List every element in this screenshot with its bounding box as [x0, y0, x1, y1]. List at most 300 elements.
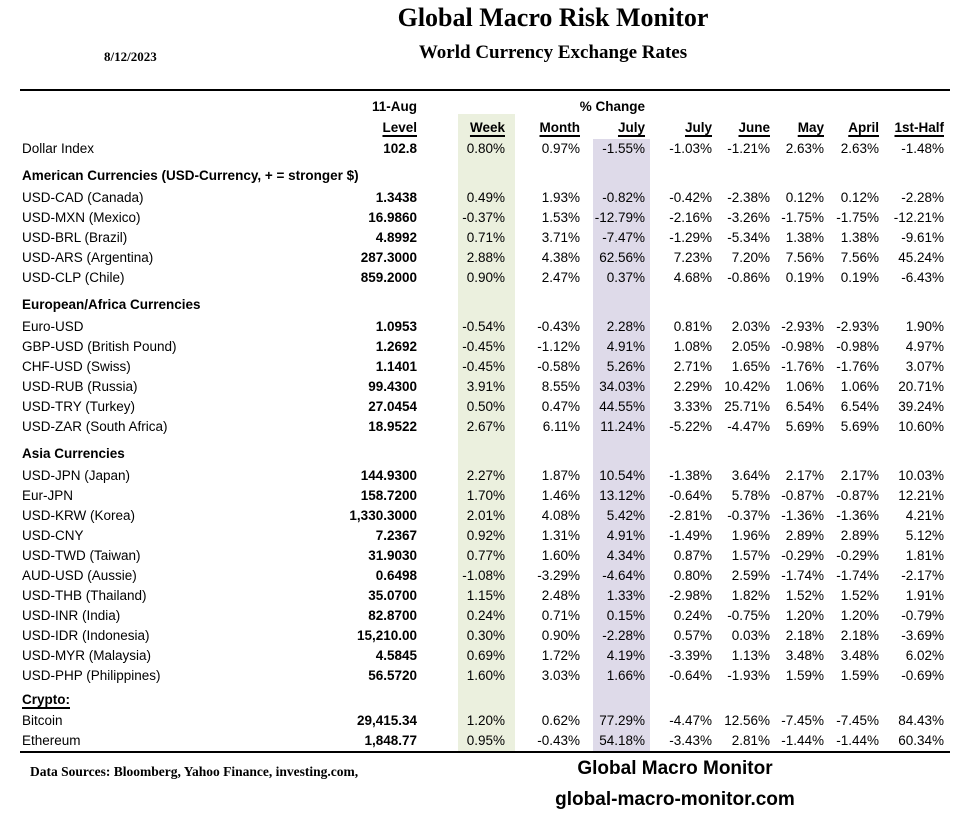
pct-cell: -2.38%: [727, 189, 770, 205]
pct-cell: 2.17%: [840, 467, 879, 483]
pct-cell: 0.90%: [466, 269, 505, 285]
page-subtitle: World Currency Exchange Rates: [418, 42, 688, 63]
pct-cell: 0.19%: [840, 269, 879, 285]
pct-cell: 5.69%: [840, 418, 879, 434]
pct-cell: 3.71%: [541, 229, 580, 245]
pct-cell: -9.61%: [901, 229, 944, 245]
pct-cell: -0.98%: [781, 338, 824, 354]
table-row: [22, 247, 948, 267]
pct-cell: 1.52%: [840, 587, 879, 603]
pct-cell: -0.64%: [669, 667, 712, 683]
pct-cell: 1.20%: [840, 607, 879, 623]
pct-cell: 25.71%: [724, 398, 770, 414]
pct-cell: 2.89%: [785, 527, 824, 543]
pct-cell: -1.55%: [602, 140, 645, 156]
pct-cell: 2.18%: [840, 627, 879, 643]
pct-cell: -2.93%: [781, 318, 824, 334]
level-cell: 144.9300: [360, 467, 417, 483]
pct-cell: 2.67%: [466, 418, 505, 434]
table-row: [22, 645, 948, 665]
pct-cell: -0.45%: [462, 358, 505, 374]
table-group-header-row: [22, 96, 948, 116]
row-label: Eur-JPN: [22, 487, 74, 503]
pct-cell: 4.91%: [606, 527, 645, 543]
column-header-first-half: 1st-Half: [894, 119, 944, 135]
row-label: USD-ZAR (South Africa): [22, 418, 168, 434]
section-header-row: [22, 689, 948, 710]
pct-cell: 2.05%: [731, 338, 770, 354]
section-label: American Currencies (USD-Currency, + = stronger $): [22, 168, 359, 183]
pct-cell: -1.03%: [669, 140, 712, 156]
row-label: USD-INR (India): [22, 607, 121, 623]
pct-cell: -0.54%: [462, 318, 505, 334]
level-cell: 1,330.3000: [349, 507, 417, 523]
footer-brand: Global Macro Monitor: [577, 758, 773, 779]
pct-cell: -0.87%: [781, 487, 824, 503]
row-label: CHF-USD (Swiss): [22, 358, 131, 374]
pct-cell: 5.42%: [606, 507, 645, 523]
pct-cell: -1.29%: [669, 229, 712, 245]
column-header-june: June: [738, 119, 770, 135]
pct-cell: -12.21%: [893, 209, 944, 225]
pct-cell: -2.98%: [669, 587, 712, 603]
section-header-row: [22, 442, 948, 465]
pct-cell: 10.60%: [898, 418, 944, 434]
pct-cell: -1.76%: [781, 358, 824, 374]
pct-cell: -0.86%: [727, 269, 770, 285]
pct-cell: 1.70%: [466, 487, 505, 503]
pct-cell: -0.29%: [781, 547, 824, 563]
level-cell: 287.3000: [360, 249, 417, 265]
pct-cell: -3.39%: [669, 647, 712, 663]
pct-cell: 2.71%: [673, 358, 712, 374]
pct-cell: 10.42%: [724, 378, 770, 394]
row-label: USD-MYR (Malaysia): [22, 647, 152, 663]
row-label: USD-THB (Thailand): [22, 587, 147, 603]
row-label: USD-RUB (Russia): [22, 378, 138, 394]
pct-cell: -0.87%: [836, 487, 879, 503]
level-cell: 99.4300: [368, 378, 417, 394]
pct-cell: -7.45%: [781, 712, 824, 728]
level-cell: 16.9860: [368, 209, 417, 225]
pct-cell: -3.26%: [727, 209, 770, 225]
pct-cell: 1.93%: [541, 189, 580, 205]
pct-cell: 0.80%: [466, 140, 505, 156]
pct-cell: 45.24%: [898, 249, 944, 265]
pct-cell: 0.24%: [673, 607, 712, 623]
pct-cell: 0.12%: [840, 189, 879, 205]
table-row: [22, 605, 948, 625]
table-row: [22, 376, 948, 396]
row-label: USD-JPN (Japan): [22, 467, 131, 483]
pct-cell: 1.66%: [606, 667, 645, 683]
pct-cell: 5.12%: [905, 527, 944, 543]
level-group-header: 11-Aug: [371, 98, 417, 114]
level-cell: 4.8992: [375, 229, 417, 245]
pct-cell: -1.49%: [669, 527, 712, 543]
pct-cell: 5.69%: [785, 418, 824, 434]
pct-cell: 1.82%: [731, 587, 770, 603]
pct-cell: 3.33%: [673, 398, 712, 414]
pct-cell: -2.17%: [901, 567, 944, 583]
table-row: [22, 396, 948, 416]
pct-cell: -3.29%: [537, 567, 580, 583]
pct-cell: -1.74%: [836, 567, 879, 583]
pct-cell: 62.56%: [599, 249, 645, 265]
pct-cell: 0.81%: [673, 318, 712, 334]
level-cell: 35.0700: [368, 587, 417, 603]
level-cell: 27.0454: [368, 398, 417, 414]
pct-cell: 7.56%: [785, 249, 824, 265]
row-label: AUD-USD (Aussie): [22, 567, 137, 583]
row-label: USD-PHP (Philippines): [22, 667, 161, 683]
pct-cell: -4.47%: [669, 712, 712, 728]
pct-cell: 3.03%: [541, 667, 580, 683]
pct-cell: 12.21%: [898, 487, 944, 503]
pct-cell: -1.76%: [836, 358, 879, 374]
pct-cell: 1.31%: [541, 527, 580, 543]
pct-cell: 34.03%: [599, 378, 645, 394]
pct-cell: 0.57%: [673, 627, 712, 643]
pct-cell: -0.37%: [727, 507, 770, 523]
row-label: USD-BRL (Brazil): [22, 229, 128, 245]
top-divider: [20, 89, 950, 91]
pct-cell: 4.68%: [673, 269, 712, 285]
pct-cell: 1.90%: [905, 318, 944, 334]
table-row: [22, 625, 948, 645]
section-header-row: [22, 293, 948, 316]
pct-cell: 0.90%: [541, 627, 580, 643]
pct-cell: 12.56%: [724, 712, 770, 728]
pct-cell: -0.45%: [462, 338, 505, 354]
pct-cell: 4.38%: [541, 249, 580, 265]
level-cell: 82.8700: [368, 607, 417, 623]
pct-cell: -1.75%: [836, 209, 879, 225]
pct-cell: 84.43%: [898, 712, 944, 728]
pct-cell: -1.36%: [836, 507, 879, 523]
pct-cell: 2.59%: [731, 567, 770, 583]
pct-cell: -0.43%: [537, 318, 580, 334]
pct-cell: 2.03%: [731, 318, 770, 334]
row-label: USD-ARS (Argentina): [22, 249, 154, 265]
pct-cell: 0.49%: [466, 189, 505, 205]
pct-cell: -1.74%: [781, 567, 824, 583]
column-header-week: Week: [469, 119, 505, 135]
level-cell: 1.2692: [375, 338, 417, 354]
pct-cell: 0.97%: [541, 140, 580, 156]
pct-cell: 0.30%: [466, 627, 505, 643]
pct-cell: 10.03%: [898, 467, 944, 483]
pct-cell: -0.69%: [901, 667, 944, 683]
pct-cell: -3.43%: [669, 732, 712, 748]
pct-cell: -1.21%: [727, 140, 770, 156]
pct-cell: -2.28%: [602, 627, 645, 643]
level-cell: 31.9030: [368, 547, 417, 563]
row-label: USD-CLP (Chile): [22, 269, 125, 285]
table-rows: [22, 138, 948, 750]
pct-cell: 2.01%: [466, 507, 505, 523]
table-row: [22, 336, 948, 356]
pct-cell: -0.58%: [537, 358, 580, 374]
pct-cell: 1.08%: [673, 338, 712, 354]
row-label: Ethereum: [22, 732, 81, 748]
pct-cell: -0.64%: [669, 487, 712, 503]
pct-cell: 3.48%: [840, 647, 879, 663]
table-row: [22, 187, 948, 207]
section-label: European/Africa Currencies: [22, 297, 201, 312]
level-cell: 158.7200: [360, 487, 417, 503]
pct-cell: 2.88%: [466, 249, 505, 265]
row-label: USD-CNY: [22, 527, 84, 543]
pct-cell: 11.24%: [600, 418, 645, 434]
pct-cell: -0.79%: [901, 607, 944, 623]
pct-cell: 7.23%: [673, 249, 712, 265]
pct-cell: -6.43%: [901, 269, 944, 285]
pct-cell: 2.28%: [606, 318, 645, 334]
pct-cell: 0.15%: [606, 607, 645, 623]
pct-cell: -0.37%: [462, 209, 505, 225]
pct-cell: -0.42%: [669, 189, 712, 205]
pct-cell: 0.37%: [606, 269, 645, 285]
pct-cell: 60.34%: [898, 732, 944, 748]
pct-cell: 3.91%: [466, 378, 505, 394]
pct-cell: -0.98%: [836, 338, 879, 354]
pct-cell: 1.57%: [731, 547, 770, 563]
pct-cell: 77.29%: [599, 712, 645, 728]
table-column-header-row: [22, 116, 948, 138]
level-cell: 29,415.34: [356, 712, 417, 728]
pct-cell: 5.26%: [606, 358, 645, 374]
pct-cell: 54.18%: [599, 732, 645, 748]
row-label: USD-MXN (Mexico): [22, 209, 141, 225]
level-cell: 1.1401: [375, 358, 417, 374]
pct-cell: 1.13%: [731, 647, 770, 663]
pct-cell: 39.24%: [898, 398, 944, 414]
pct-cell: -1.48%: [901, 140, 944, 156]
level-cell: 102.8: [383, 140, 417, 156]
level-cell: 1,848.77: [364, 732, 417, 748]
column-header-may: May: [797, 119, 824, 135]
row-label: USD-CAD (Canada): [22, 189, 144, 205]
pct-cell: 0.24%: [466, 607, 505, 623]
pct-cell: 0.95%: [466, 732, 505, 748]
level-cell: 1.0953: [375, 318, 417, 334]
pct-cell: 2.29%: [673, 378, 712, 394]
pct-cell: 2.18%: [785, 627, 824, 643]
pct-cell: 0.80%: [673, 567, 712, 583]
table-row: [22, 505, 948, 525]
level-cell: 1.3438: [375, 189, 417, 205]
pct-cell: 4.08%: [541, 507, 580, 523]
pct-cell: 1.59%: [785, 667, 824, 683]
table-row: [22, 485, 948, 505]
pct-cell: -12.79%: [594, 209, 645, 225]
page-title: Global Macro Risk Monitor: [397, 3, 709, 32]
level-cell: 7.2367: [375, 527, 417, 543]
pct-cell: -1.36%: [781, 507, 824, 523]
pct-cell: 1.60%: [541, 547, 580, 563]
pct-cell: -3.69%: [901, 627, 944, 643]
column-header-month: Month: [539, 119, 580, 135]
table-row: [22, 565, 948, 585]
pct-cell: 2.48%: [541, 587, 580, 603]
level-cell: 4.5845: [375, 647, 417, 663]
pct-change-group-header: % Change: [579, 98, 645, 114]
pct-cell: -0.29%: [836, 547, 879, 563]
pct-cell: 2.17%: [785, 467, 824, 483]
level-cell: 18.9522: [368, 418, 417, 434]
row-label: USD-TWD (Taiwan): [22, 547, 141, 563]
pct-cell: 0.19%: [785, 269, 824, 285]
pct-cell: 1.15%: [466, 587, 505, 603]
pct-cell: 1.46%: [541, 487, 580, 503]
pct-cell: 3.64%: [731, 467, 770, 483]
pct-cell: 1.20%: [785, 607, 824, 623]
table-row: [22, 207, 948, 227]
pct-cell: 20.71%: [898, 378, 944, 394]
pct-cell: -1.75%: [781, 209, 824, 225]
pct-cell: 4.19%: [606, 647, 645, 663]
table-row: [22, 525, 948, 545]
pct-cell: 1.81%: [905, 547, 944, 563]
pct-cell: 0.77%: [466, 547, 505, 563]
pct-cell: 0.69%: [466, 647, 505, 663]
pct-cell: 0.62%: [541, 712, 580, 728]
pct-cell: -2.81%: [669, 507, 712, 523]
pct-cell: 0.71%: [541, 607, 580, 623]
table-row: [22, 710, 948, 730]
pct-cell: 1.20%: [466, 712, 505, 728]
pct-cell: 1.06%: [840, 378, 879, 394]
footer-site-url: global-macro-monitor.com: [555, 789, 795, 810]
pct-cell: 1.72%: [541, 647, 580, 663]
pct-cell: -7.47%: [602, 229, 645, 245]
table-row: [22, 465, 948, 485]
row-label: Euro-USD: [22, 318, 84, 334]
level-cell: 15,210.00: [356, 627, 417, 643]
pct-cell: 6.54%: [785, 398, 824, 414]
level-cell: 0.6498: [375, 567, 417, 583]
pct-cell: -4.47%: [727, 418, 770, 434]
bottom-divider: [20, 751, 950, 753]
pct-cell: 2.47%: [541, 269, 580, 285]
pct-cell: 1.87%: [541, 467, 580, 483]
pct-cell: 1.91%: [905, 587, 944, 603]
level-cell: 859.2000: [360, 269, 417, 285]
pct-cell: 6.02%: [905, 647, 944, 663]
pct-cell: -5.34%: [727, 229, 770, 245]
pct-cell: 3.48%: [785, 647, 824, 663]
pct-cell: 6.54%: [840, 398, 879, 414]
pct-cell: -7.45%: [836, 712, 879, 728]
pct-cell: 4.97%: [905, 338, 944, 354]
table-row: [22, 545, 948, 565]
pct-cell: 1.33%: [606, 587, 645, 603]
table-row: [22, 665, 948, 685]
table-row: [22, 138, 948, 158]
pct-cell: -1.93%: [727, 667, 770, 683]
pct-cell: -2.28%: [901, 189, 944, 205]
pct-cell: -5.22%: [669, 418, 712, 434]
pct-cell: 8.55%: [541, 378, 580, 394]
column-header-level: Level: [382, 119, 417, 135]
pct-cell: 4.34%: [606, 547, 645, 563]
column-header-april: April: [848, 119, 879, 135]
pct-cell: 0.12%: [785, 189, 824, 205]
table-row: [22, 227, 948, 247]
report-date: 8/12/2023: [104, 49, 157, 64]
pct-cell: 1.96%: [731, 527, 770, 543]
pct-cell: 1.53%: [541, 209, 580, 225]
pct-cell: -1.08%: [462, 567, 505, 583]
pct-cell: -0.75%: [727, 607, 770, 623]
pct-cell: 2.81%: [731, 732, 770, 748]
pct-cell: -2.93%: [836, 318, 879, 334]
report-header: [138, 2, 968, 66]
table-row: [22, 356, 948, 376]
pct-cell: 1.06%: [785, 378, 824, 394]
table-row: [22, 416, 948, 436]
pct-cell: 5.78%: [731, 487, 770, 503]
pct-cell: 3.07%: [905, 358, 944, 374]
pct-cell: 44.55%: [599, 398, 645, 414]
data-sources-note: Data Sources: Bloomberg, Yahoo Finance, investing.com,: [30, 764, 359, 779]
pct-cell: 2.27%: [466, 467, 505, 483]
pct-cell: 4.91%: [606, 338, 645, 354]
pct-cell: 1.52%: [785, 587, 824, 603]
pct-cell: -1.38%: [669, 467, 712, 483]
pct-cell: 7.20%: [731, 249, 770, 265]
exchange-rates-table: [22, 96, 948, 750]
level-cell: 56.5720: [368, 667, 417, 683]
pct-cell: 13.12%: [599, 487, 645, 503]
pct-cell: -0.82%: [602, 189, 645, 205]
pct-cell: 0.87%: [673, 547, 712, 563]
row-label: USD-IDR (Indonesia): [22, 627, 150, 643]
pct-cell: -1.12%: [537, 338, 580, 354]
column-header-july-pct: July: [617, 119, 645, 135]
section-header-row: [22, 164, 948, 187]
pct-cell: 2.63%: [785, 140, 824, 156]
pct-cell: 1.65%: [731, 358, 770, 374]
pct-cell: 0.50%: [466, 398, 505, 414]
pct-cell: 1.60%: [466, 667, 505, 683]
pct-cell: 1.38%: [785, 229, 824, 245]
pct-cell: -1.44%: [836, 732, 879, 748]
pct-cell: 2.63%: [840, 140, 879, 156]
pct-cell: -4.64%: [602, 567, 645, 583]
table-row: [22, 730, 948, 750]
row-label: Dollar Index: [22, 140, 95, 156]
pct-cell: 4.21%: [905, 507, 944, 523]
section-label: Crypto:: [22, 692, 70, 707]
section-label: Asia Currencies: [22, 446, 125, 461]
pct-cell: 1.38%: [840, 229, 879, 245]
row-label: USD-KRW (Korea): [22, 507, 136, 523]
row-label: Bitcoin: [22, 712, 63, 728]
table-row: [22, 585, 948, 605]
pct-cell: 2.89%: [840, 527, 879, 543]
pct-cell: 1.59%: [840, 667, 879, 683]
row-label: USD-TRY (Turkey): [22, 398, 136, 414]
pct-cell: -0.43%: [537, 732, 580, 748]
column-header-july: July: [684, 119, 712, 135]
pct-cell: 6.11%: [542, 418, 580, 434]
table-row: [22, 316, 948, 336]
pct-cell: 10.54%: [599, 467, 645, 483]
pct-cell: -1.44%: [781, 732, 824, 748]
pct-cell: 0.03%: [731, 627, 770, 643]
